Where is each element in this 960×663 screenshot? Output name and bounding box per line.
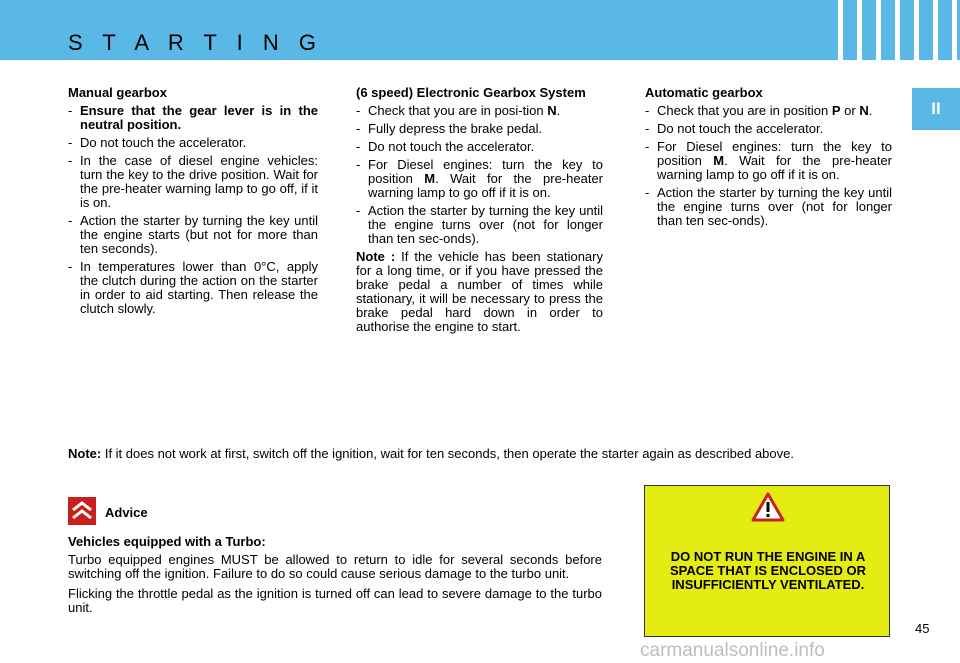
page-title: S T A R T I N G (68, 30, 323, 55)
warning-box (644, 485, 890, 637)
manual-gearbox-section (68, 86, 318, 320)
list-item: - For Diesel engines: turn the key to position M. Wait for the pre-heater warning lamp to go off if it is on. (356, 158, 603, 200)
header-stripe (914, 0, 919, 60)
header-stripe (895, 0, 900, 60)
list-item: - Action the starter by turning the key until the engine turns over (not for longer than ten sec-onds). (645, 186, 892, 228)
list-item: - In the case of diesel engine vehicles: turn the key to the drive position. Wait for the pre-heater warning lamp to go off, if it is on. (68, 154, 318, 210)
manual-gearbox-heading: Manual gearbox (68, 85, 167, 100)
warning-text: DO NOT RUN THE ENGINE IN A SPACE THAT IS ENCLOSED OR INSUFFICIENTLY VENTILATED. (670, 549, 866, 592)
watermark: carmanualsonline.info (640, 640, 825, 661)
citroen-logo-icon (68, 497, 96, 525)
list-item: - Ensure that the gear lever is in the neutral position. (68, 104, 318, 132)
list-item: - Fully depress the brake pedal. (356, 122, 603, 136)
header-stripe (857, 0, 862, 60)
header-stripe (933, 0, 938, 60)
list-item: - In temperatures lower than 0°C, apply the clutch during the action on the starter in order to aid starting. Then release the clutch slowly. (68, 260, 318, 316)
electronic-gearbox-section (356, 86, 603, 334)
header-stripe (876, 0, 881, 60)
header-stripe (838, 0, 843, 60)
electronic-note: Note : If the vehicle has been stationary for a long time, or if you have pressed the brake pedal a number of times while stationary, it will be necessary to press the brake pedal hard down in order to authorise the engine to start. (356, 249, 603, 334)
header-stripe (952, 0, 957, 60)
advice-paragraph: Flicking the throttle pedal as the ignition is turned off can lead to severe damage to the turbo unit. (68, 586, 602, 615)
list-item: - Action the starter by turning the key until the engine starts (but not for more than ten seconds). (68, 214, 318, 256)
warning-triangle-icon (751, 492, 785, 522)
list-item: - Check that you are in position P or N. (645, 104, 892, 118)
electronic-gearbox-heading: (6 speed) Electronic Gearbox System (356, 85, 586, 100)
advice-body (68, 535, 602, 621)
page-header (0, 0, 960, 60)
list-item: - Do not touch the accelerator. (68, 136, 318, 150)
advice-label: Advice (105, 505, 148, 520)
list-item: - Do not touch the accelerator. (645, 122, 892, 136)
list-item: - Check that you are in posi-tion N. (356, 104, 603, 118)
automatic-gearbox-section (645, 86, 892, 232)
list-item: - For Diesel engines: turn the key to position M. Wait for the pre-heater warning lamp to go off if it is on. (645, 140, 892, 182)
page-number: 45 (915, 621, 930, 636)
chapter-tab[interactable]: II (912, 88, 960, 130)
advice-paragraph: Turbo equipped engines MUST be allowed to return to idle for several seconds before switching off the ignition. Failure to do so could cause serious damage to the turbo unit. (68, 552, 602, 581)
advice-heading: Vehicles equipped with a Turbo: (68, 534, 266, 549)
automatic-gearbox-heading: Automatic gearbox (645, 85, 763, 100)
bottom-note: Note: If it does not work at first, switch off the ignition, wait for ten seconds, then operate the starter again as described above. (68, 446, 794, 461)
list-item: - Do not touch the accelerator. (356, 140, 603, 154)
list-item: - Action the starter by turning the key until the engine turns over (not for longer than ten sec-onds). (356, 204, 603, 246)
